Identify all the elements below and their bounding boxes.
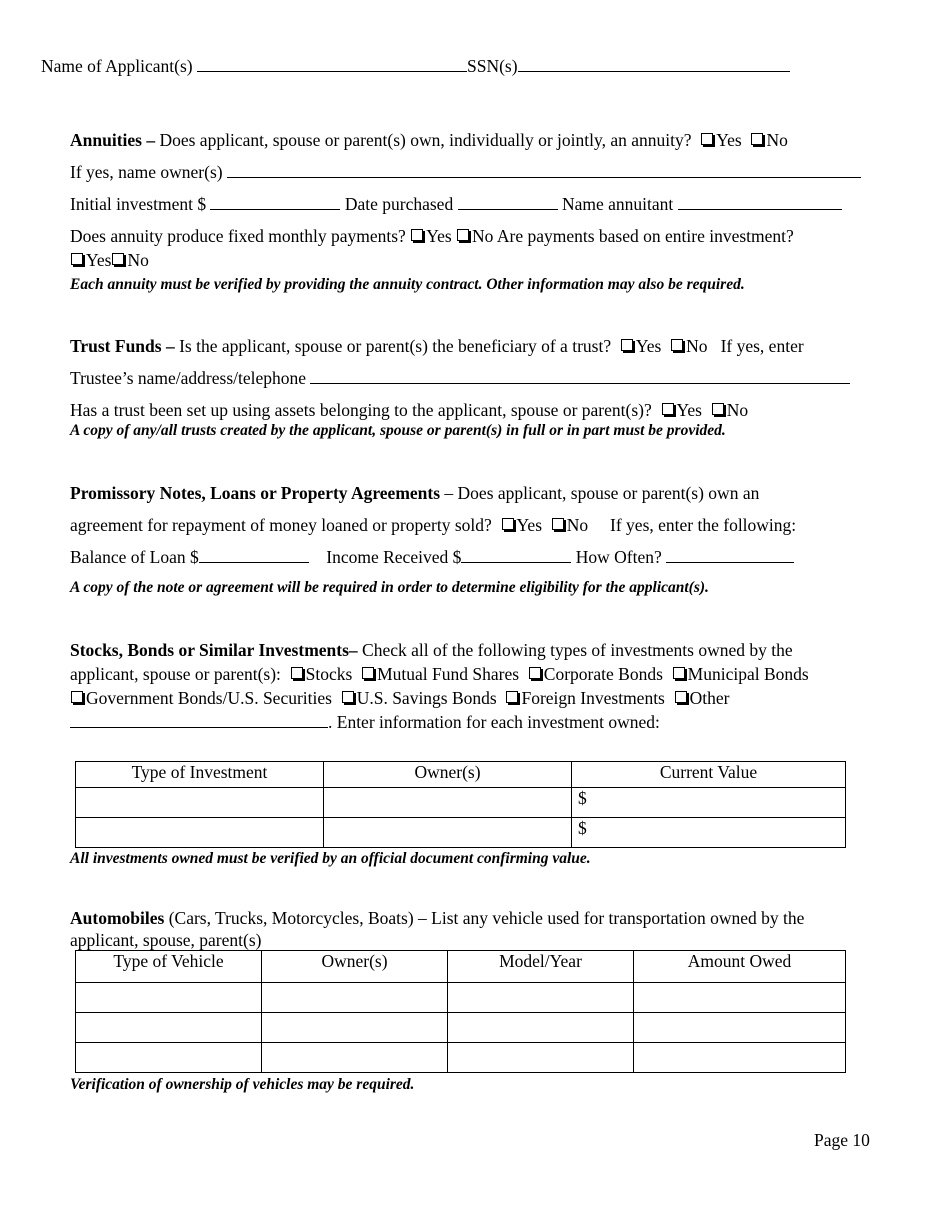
model-year-cell[interactable] (448, 983, 634, 1013)
option-label: Stocks (305, 664, 353, 684)
annuity-payments-row (70, 226, 794, 247)
vehicle-type-cell[interactable] (76, 1013, 262, 1043)
option-label: Municipal Bonds (687, 664, 809, 684)
annuity-entire-answers (70, 250, 149, 271)
promissory-row-1 (70, 483, 759, 504)
amount-owed-cell[interactable] (634, 983, 846, 1013)
trust-title: Trust Funds – (70, 336, 175, 356)
ssn-label: SSN(s) (467, 56, 518, 76)
municipal-bonds-checkbox[interactable] (673, 667, 685, 679)
option-label: Foreign Investments (521, 688, 665, 708)
automobiles-desc1: (Cars, Trucks, Motorcycles, Boats) – List any vehicle used for transportation owned by the (168, 908, 805, 928)
amount-owed-cell[interactable] (634, 1043, 846, 1073)
initial-investment-field[interactable] (210, 195, 340, 210)
investments-table (75, 761, 846, 848)
table-row (76, 818, 846, 848)
annuitant-label: Name annuitant (561, 194, 674, 214)
no-label: No (726, 400, 749, 420)
trust-no-checkbox[interactable] (671, 339, 683, 351)
date-purchased-field[interactable] (458, 195, 558, 210)
annuities-question: Does applicant, spouse or parent(s) own, individually or jointly, an annuity? (159, 130, 692, 150)
stocks-row-3 (70, 688, 729, 709)
entire-investment-question: Are payments based on entire investment? (496, 226, 794, 246)
owner-cell[interactable] (262, 1013, 448, 1043)
yes-label: Yes (426, 226, 452, 246)
promissory-no-checkbox[interactable] (552, 518, 564, 530)
balance-field[interactable] (199, 548, 309, 563)
annuity-details-row (70, 194, 842, 215)
promissory-row-3 (70, 547, 794, 568)
vehicles-table (75, 950, 846, 1073)
yes-label: Yes (676, 400, 702, 420)
stocks-line1: Check all of the following types of investments owned by the (362, 640, 793, 660)
initial-investment-label: Initial investment $ (70, 194, 207, 214)
owner-cell[interactable] (262, 1043, 448, 1073)
annuities-title: Annuities – (70, 130, 156, 150)
trust-question-row (70, 336, 804, 357)
yes-label: Yes (86, 250, 112, 270)
trustee-row (70, 368, 850, 389)
col-header: Type of Vehicle (76, 951, 262, 983)
option-label: U.S. Savings Bonds (356, 688, 497, 708)
annuity-no-checkbox[interactable] (751, 133, 763, 145)
no-label: No (686, 336, 708, 356)
annuity-owner-row (70, 162, 861, 183)
trust-question: Is the applicant, spouse or parent(s) the beneficiary of a trust? (179, 336, 612, 356)
annuity-owner-field[interactable] (227, 163, 861, 178)
date-purchased-label: Date purchased (344, 194, 454, 214)
trust-if-yes: If yes, enter (720, 336, 804, 356)
how-often-label: How Often? (575, 547, 662, 567)
entire-no-checkbox[interactable] (112, 253, 124, 265)
promissory-q1: – Does applicant, spouse or parent(s) own an (444, 483, 760, 503)
option-label: Corporate Bonds (543, 664, 663, 684)
automobiles-note: Verification of ownership of vehicles may be required. (70, 1076, 415, 1093)
trustee-label: Trustee’s name/address/telephone (70, 368, 307, 388)
col-header: Owner(s) (324, 762, 572, 788)
type-cell[interactable] (76, 818, 324, 848)
promissory-title: Promissory Notes, Loans or Property Agreements (70, 483, 441, 503)
value-cell[interactable]: $ (572, 818, 846, 848)
name-label: Name of Applicant(s) (41, 56, 193, 76)
ssn-field[interactable] (518, 57, 790, 72)
promissory-row-2 (70, 515, 796, 536)
col-header: Model/Year (448, 951, 634, 983)
income-label: Income Received $ (326, 547, 462, 567)
no-label: No (472, 226, 494, 246)
trustee-field[interactable] (310, 369, 850, 384)
amount-owed-cell[interactable] (634, 1013, 846, 1043)
stocks-line2-prefix: applicant, spouse or parent(s): (70, 664, 281, 684)
fixed-yes-checkbox[interactable] (411, 229, 423, 241)
annuitant-field[interactable] (678, 195, 842, 210)
col-header: Owner(s) (262, 951, 448, 983)
option-label: Mutual Fund Shares (377, 664, 520, 684)
stocks-row-4 (70, 712, 660, 733)
stocks-title: Stocks, Bonds or Similar Investments– (70, 640, 358, 660)
no-label: No (766, 130, 788, 150)
table-header-row (76, 762, 846, 788)
enter-info-text: . Enter information for each investment owned: (328, 712, 660, 732)
entire-yes-checkbox[interactable] (71, 253, 83, 265)
annuity-note: Each annuity must be verified by providing the annuity contract. Other information may also be required. (70, 276, 745, 293)
corporate-bonds-checkbox[interactable] (529, 667, 541, 679)
foreign-investments-checkbox[interactable] (506, 691, 518, 703)
yes-label: Yes (516, 515, 543, 535)
trust-note: A copy of any/all trusts created by the applicant, spouse or parent(s) in full or in part must be provided. (70, 422, 726, 439)
owner-cell[interactable] (324, 788, 572, 818)
type-cell[interactable] (76, 788, 324, 818)
vehicle-type-cell[interactable] (76, 1043, 262, 1073)
stocks-row-1 (70, 640, 793, 661)
fixed-payments-question: Does annuity produce fixed monthly payments? (70, 226, 406, 246)
mutual-fund-checkbox[interactable] (362, 667, 374, 679)
other-checkbox[interactable] (675, 691, 687, 703)
setup-no-checkbox[interactable] (712, 403, 724, 415)
annuities-question-row (70, 130, 788, 151)
yes-label: Yes (635, 336, 662, 356)
promissory-yes-checkbox[interactable] (502, 518, 514, 530)
trust-yes-checkbox[interactable] (621, 339, 633, 351)
owner-label: If yes, name owner(s) (70, 162, 223, 182)
promissory-if-yes: If yes, enter the following: (610, 515, 797, 535)
promissory-q2: agreement for repayment of money loaned or property sold? (70, 515, 492, 535)
annuity-yes-checkbox[interactable] (701, 133, 713, 145)
fixed-no-checkbox[interactable] (457, 229, 469, 241)
trust-setup-question: Has a trust been set up using assets belonging to the applicant, spouse or parent(s)? (70, 400, 652, 420)
value-cell[interactable]: $ (572, 788, 846, 818)
stocks-checkbox[interactable] (291, 667, 303, 679)
automobiles-desc2: applicant, spouse, parent(s) (70, 930, 262, 950)
no-label: No (127, 250, 149, 270)
col-header: Current Value (572, 762, 846, 788)
stocks-row-2 (70, 664, 809, 685)
vehicle-type-cell[interactable] (76, 983, 262, 1013)
trust-setup-row (70, 400, 748, 421)
savings-bonds-checkbox[interactable] (342, 691, 354, 703)
owner-cell[interactable] (262, 983, 448, 1013)
option-label: Government Bonds/U.S. Securities (86, 688, 332, 708)
no-label: No (566, 515, 589, 535)
other-field[interactable] (70, 713, 328, 728)
setup-yes-checkbox[interactable] (662, 403, 674, 415)
table-row (76, 1013, 846, 1043)
automobiles-title: Automobiles (70, 908, 165, 928)
name-field[interactable] (197, 57, 467, 72)
promissory-note: A copy of the note or agreement will be required in order to determine eligibility for the applicant(s). (70, 579, 709, 596)
income-field[interactable] (461, 548, 571, 563)
page-number: Page 10 (814, 1130, 870, 1150)
table-row (76, 788, 846, 818)
stocks-note: All investments owned must be verified by an official document confirming value. (70, 850, 591, 867)
table-header-row (76, 951, 846, 983)
how-often-field[interactable] (666, 548, 794, 563)
col-header: Type of Investment (76, 762, 324, 788)
owner-cell[interactable] (324, 818, 572, 848)
yes-label: Yes (716, 130, 742, 150)
applicant-header (41, 56, 790, 77)
model-year-cell[interactable] (448, 1043, 634, 1073)
balance-label: Balance of Loan $ (70, 547, 199, 567)
option-label: Other (689, 688, 730, 708)
table-row (76, 1043, 846, 1073)
government-bonds-checkbox[interactable] (71, 691, 83, 703)
automobiles-row-1 (70, 908, 804, 929)
table-row (76, 983, 846, 1013)
col-header: Amount Owed (634, 951, 846, 983)
model-year-cell[interactable] (448, 1013, 634, 1043)
